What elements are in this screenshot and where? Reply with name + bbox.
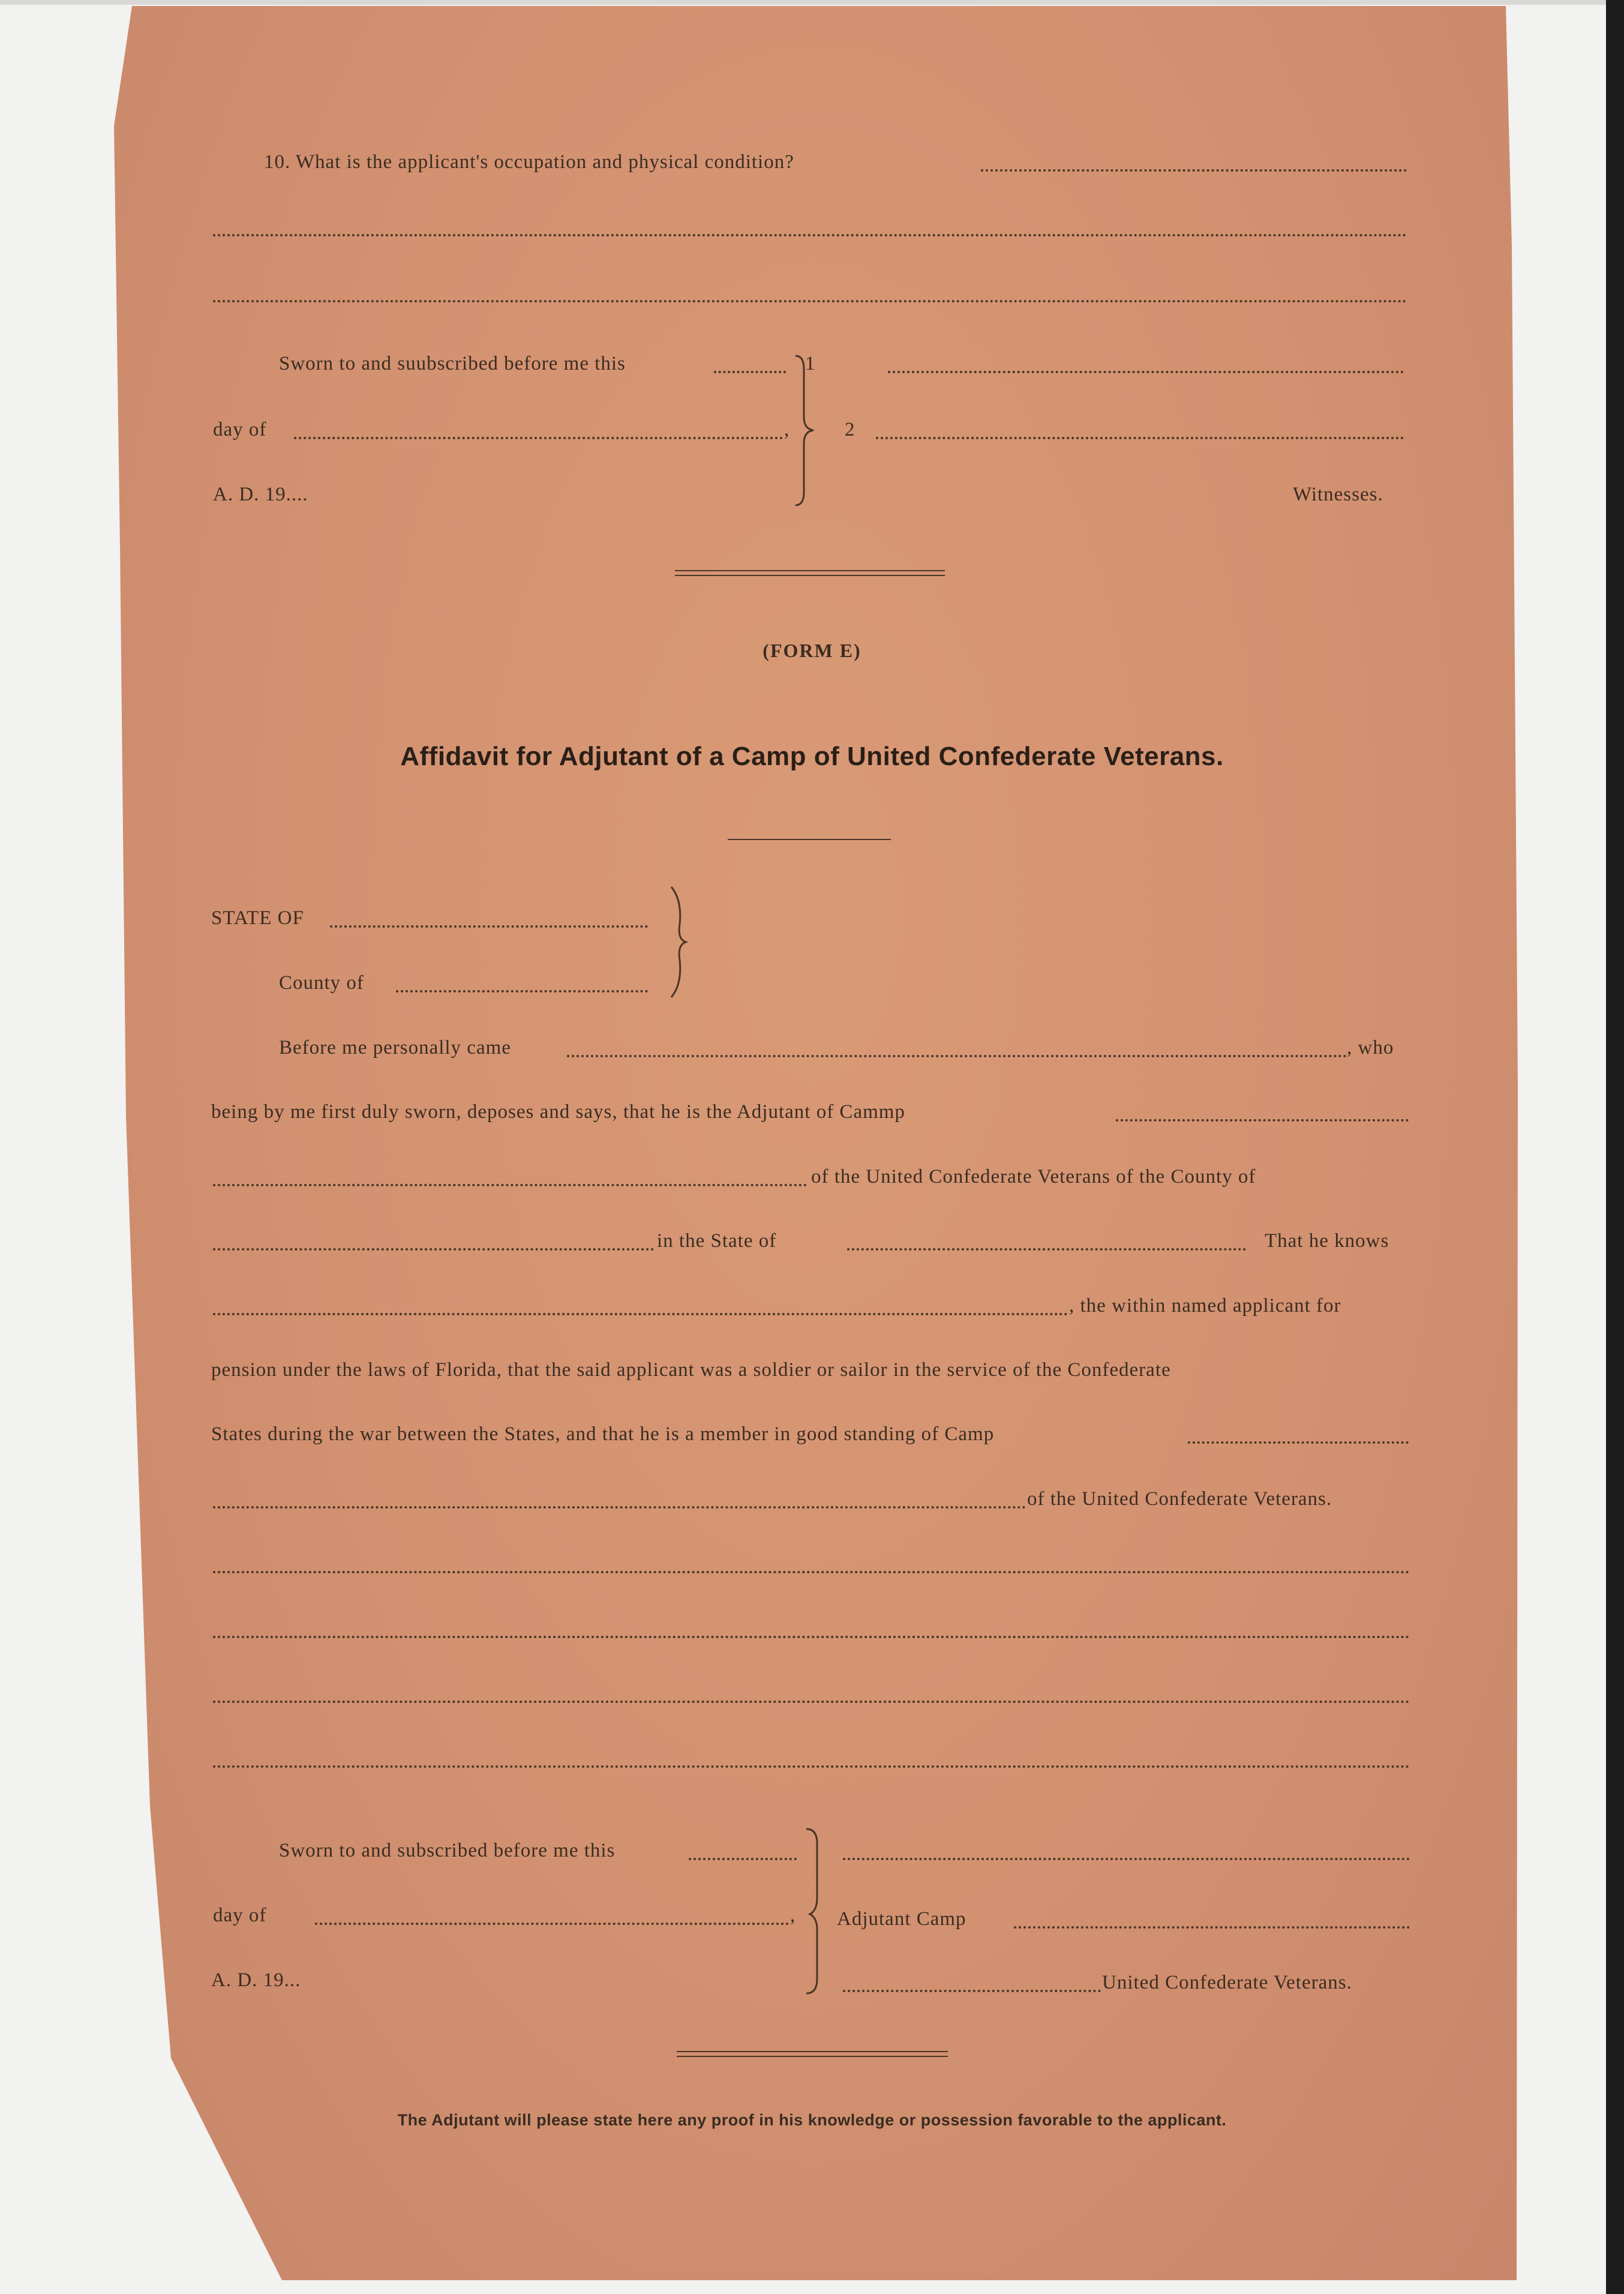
affidavit-line-7: States during the war between the States, and that he is a member in good standing of Camp (211, 1423, 995, 1445)
before-me-text: Before me personally came (279, 1037, 511, 1058)
affidavit-line-3: of the United Confederate Veterans of the County of (811, 1166, 1256, 1188)
answer-line (981, 169, 1407, 172)
county-of-label: County of (279, 972, 364, 994)
title-underline (728, 839, 891, 840)
camp-line (1116, 1119, 1409, 1121)
remarks-line (213, 1765, 1410, 1768)
witness-1-number: 1 (805, 353, 816, 374)
camp-name-line-2 (843, 1990, 1101, 1992)
affidavit-line-6: pension under the laws of Florida, that the said applicant was a soldier or sailor in the service of the Confederate (211, 1359, 1171, 1381)
answer-line (213, 234, 1407, 236)
scan-top-edge (0, 0, 1624, 5)
double-rule-divider-2 (677, 2051, 948, 2057)
affidavit-line-5: , the within named applicant for (1069, 1295, 1341, 1317)
ad-label-1: A. D. 19.... (213, 484, 308, 505)
applicant-name-line (213, 1313, 1068, 1315)
adjutant-instruction: The Adjutant will please state here any proof in his knowledge or possession favorable to the applicant. (397, 2111, 1227, 2129)
day-of-label-1: day of (213, 419, 267, 440)
county-line (396, 990, 648, 992)
double-rule-divider (675, 570, 945, 576)
page-title: Affidavit for Adjutant of a Camp of United Confederate Veterans. (400, 742, 1224, 771)
ucv-label: United Confederate Veterans. (1102, 1972, 1352, 1993)
affidavit-line-2: being by me first duly sworn, deposes and says, that he is the Adjutant of Cammp (211, 1101, 905, 1123)
witness-1-line (888, 371, 1404, 373)
day-of-label-2: day of (213, 1905, 267, 1926)
scan-right-edge (1606, 0, 1624, 2294)
left-brace-venue (663, 882, 699, 1002)
affiant-name-line (567, 1055, 1347, 1057)
county-name-line (213, 1248, 654, 1251)
who-text: , who (1347, 1037, 1394, 1058)
adjutant-camp-label: Adjutant Camp (837, 1908, 966, 1930)
in-state-of-text: in the State of (657, 1230, 777, 1252)
blank-line (689, 1858, 797, 1860)
witness-2-number: 2 (845, 419, 855, 440)
blank-line (714, 371, 786, 373)
comma: , (790, 1905, 796, 1926)
camp-standing-line (1188, 1441, 1409, 1444)
question-10: 10. What is the applicant's occupation and physical condition? (264, 151, 794, 173)
state-name-line (847, 1248, 1246, 1251)
adjutant-signature-line (843, 1858, 1410, 1860)
form-label: (FORM E) (763, 640, 861, 661)
state-of-label: STATE OF (211, 907, 304, 929)
blank-line (294, 437, 783, 439)
witnesses-label: Witnesses. (1293, 484, 1383, 505)
remarks-line (213, 1701, 1410, 1703)
comma: , (784, 419, 790, 440)
remarks-line (213, 1636, 1410, 1638)
witness-2-line (876, 437, 1404, 439)
affidavit-line-8: of the United Confederate Veterans. (1027, 1488, 1332, 1510)
camp-line-cont (213, 1184, 807, 1186)
state-line (330, 925, 648, 928)
answer-line (213, 300, 1407, 302)
ad-label-2: A. D. 19... (211, 1969, 301, 1991)
blank-line (315, 1923, 789, 1925)
sworn-line-1: Sworn to and suubscribed before me this (279, 353, 626, 374)
that-he-knows-text: That he knows (1265, 1230, 1389, 1252)
adjutant-camp-line (1014, 1926, 1410, 1929)
right-brace-2 (804, 1824, 840, 1998)
camp-name-line (213, 1506, 1026, 1509)
sworn-line-2: Sworn to and subscribed before me this (279, 1840, 616, 1861)
remarks-line (213, 1571, 1410, 1573)
